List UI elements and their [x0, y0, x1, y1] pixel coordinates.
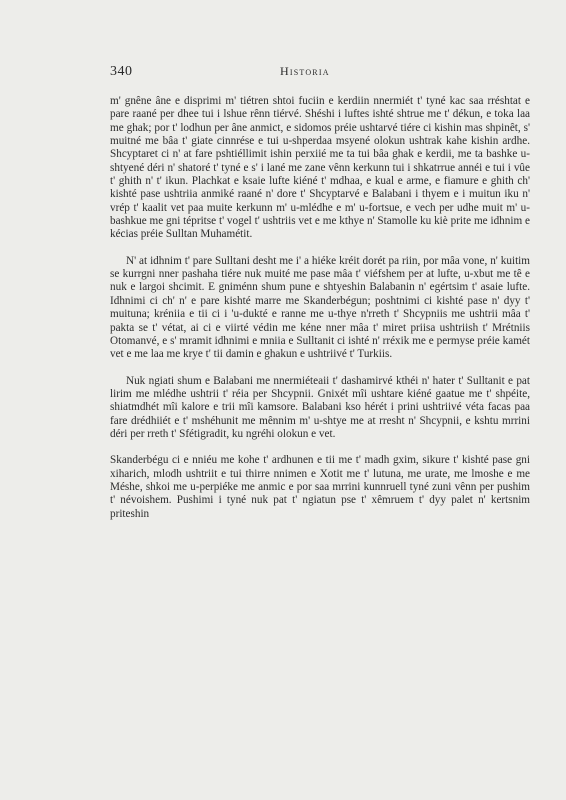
paragraph: Skanderbégu ci e nniéu me kohe t' ardhunen e tii me t' madh gxim, sikure t' kishté pase gni xiharich, mlodh ushtriit e tui thirre nnimen e Xotit me t' lutuna, me urate, me lmoshe e me Méshe, shkoi me u-perpiéke me anmic e por saa mrrini kunnruell tyné zuni vênn per pushim t' névoishem. Pushimi i tyné nuk pat t' ngiatun pse t' xêmruem t' dyy palet n' kertsnim priteshin — [110, 454, 530, 520]
body-text — [110, 95, 530, 534]
paragraph: N' at idhnim t' pare Sulltani desht me i' a hiéke kréit dorét pa riin, por mâa vone, n' kuitim se kurrgni nner pashaha tiére nuk muité me pase mâa t' viéfshem per at lufte, u-xbut me tê e nuk e largoi shcimit. E gniménn shum pune e shtyeshin Balabanin n' egértsim t' asaie lufte. Idhnimi ci ch' n' e pare kishté marre me Skanderbégun; poshtnimi ci kishté pase n' dyy t' muituna; kréniia e tii ci i 'u-dukté e ranne me u-thye n'rreth t' Shcypniis me ushtrii mâa t' pakta se t' vétat, ai ci e viirté védin me kéne nner mâa t' miret priisa ushtriish t' Mrétniis Otomanvé, e s' mramit idhnimi e mniia e Sulltanit ci ishté n' rréxik me e permyse préie kamét vet e me laa me krye t' tii damin e ghakun e ushtriivé t' Turkiis. — [110, 254, 530, 361]
page-number: 340 — [110, 64, 133, 79]
page-header — [110, 64, 530, 82]
paragraph: Nuk ngiati shum e Balabani me nnermiéteaii t' dashamirvé kthéi n' hater t' Sulltanit e pat lirim me mlédhe ushtrii t' réia per Shcypnii. Gnixét mîi ushtare kiéné gaatue me t' shpéite, shiatmdhét mîi kalore e trii mîi kamsore. Balabani kso hérét i prini ushtriivé véta facas paa fare drédhiiét e t' mshéhunit me mênnim m' u-shtye me at rresht n' Shcypnii, e kshtu mrrini déri per rreth t' Sfétigradit, ku ngréhi olokun e vet. — [110, 374, 530, 440]
paragraph: m' gnêne âne e disprimi m' tiétren shtoi fuciin e kerdiin nnermiét t' tyné kac saa rréshtat e pare raané per dhee tui i lshue rênn tiérvé. Shéshi i luftes ishté shtrue me t' dékun, e toka laa me ghak; por t' lodhun per âne anmict, e sidomos préie ushtarvé tiére ci kishin mas shpinêt, s' muitné me bâa t' giate cinnrése e tui u-shperdaa msyené olokun ushtrak kahe kishin ardhe. Shcyptaret ci n' at fare pshtiéllimit ishin perxiié me ta tui bâa ghak e kerdii, me ta bashke u-shtyené déri n' shatoré t' tyné e s' i lané me zane vênn kerkunn tui i shkatrrue annéi e tui i vûe t' ghith n' t' ikun. Plachkat e ksaie lufte kiéné t' mdhaa, e kual e arme, e fiamure e ghith ch' kishté pase ushtriia anmiké raané n' dore t' Shcyptarvé e Balabani i thyem e i muitun iku n' vrép t' kaalit vet paa muite kerkunn m' u-mlédhe e m' u-fortsue, e vech per udhe muit m' u-bashkue me gni tépritse t' vogel t' ushtriis vet e me kthye n' Stamolle ku kiè prite me idhnim e kécias préie Sulltan Muhamétit. — [110, 95, 530, 241]
running-head: Historia — [280, 64, 330, 78]
